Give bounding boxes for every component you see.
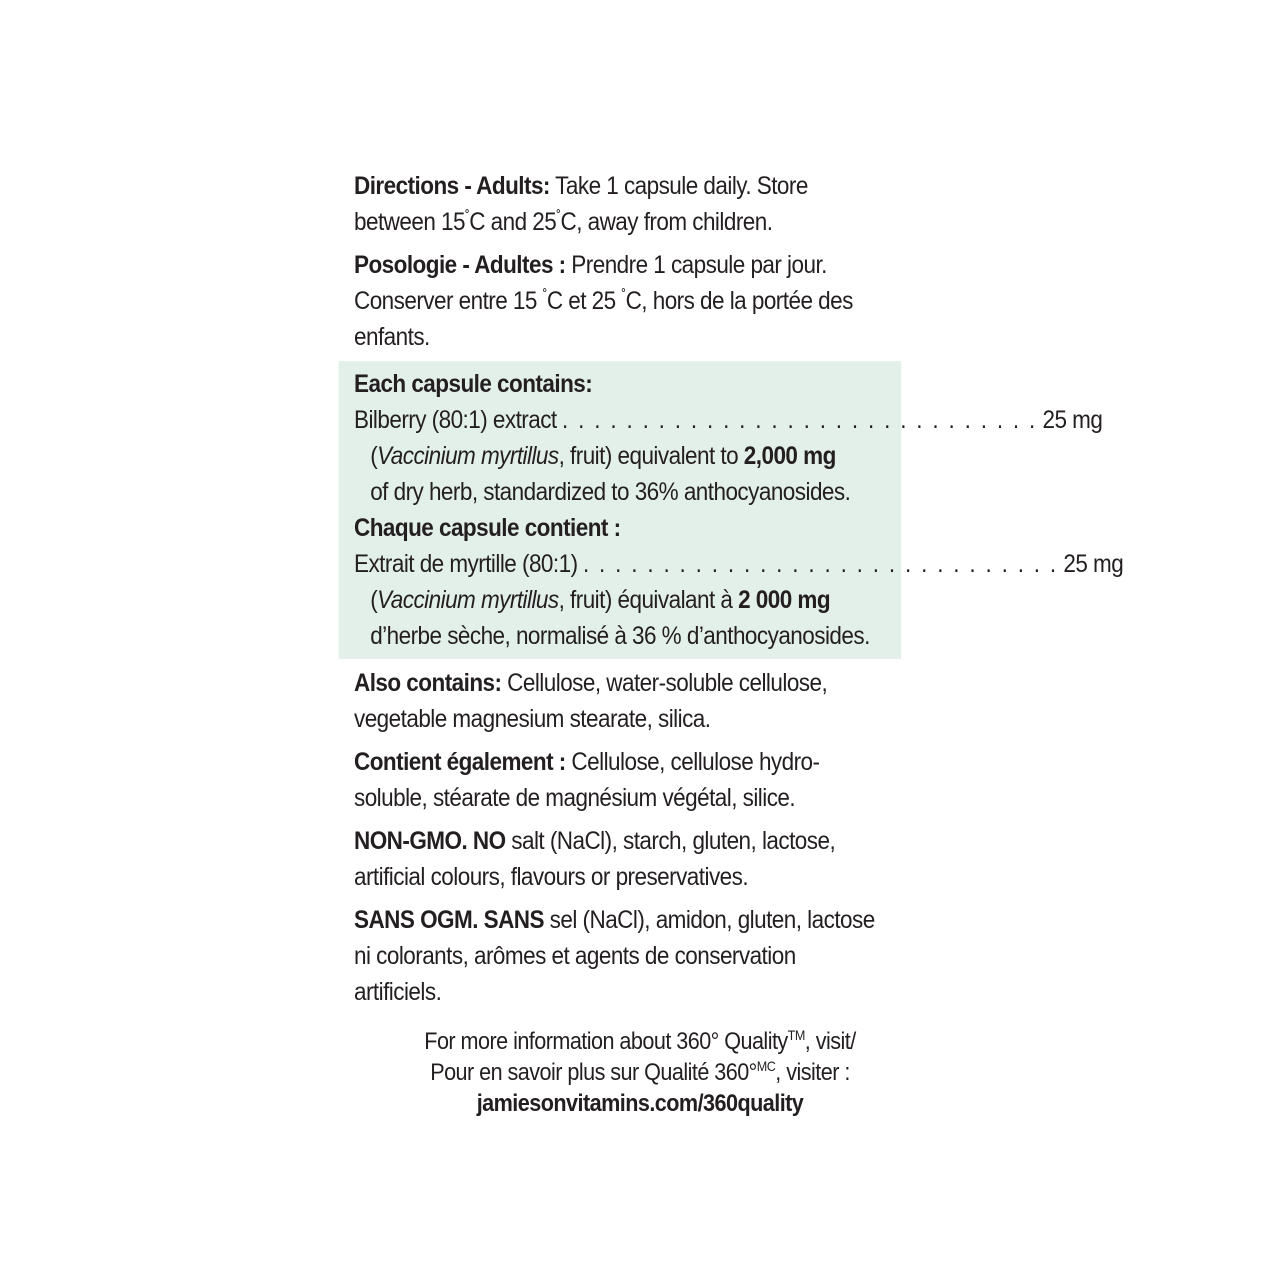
quality-footer: [340, 1026, 940, 1119]
also-contains-en: Also contains: Cellulose, water-soluble cellulose, vegetable magnesium stearate, silica.: [354, 669, 828, 733]
contents-fr-heading: Chaque capsule contient :: [354, 514, 621, 542]
ingredients-box: [354, 361, 1124, 659]
free-from-fr: SANS OGM. SANS sel (NaCl), amidon, gluten, lactose ni colorants, arômes et agents de conservation artificiels.: [354, 906, 875, 1006]
ingredient-detail-en: of dry herb, standardized to 36% anthocyanosides.: [370, 478, 851, 506]
footer-line-en: For more information about 360° Quality™, visit/: [424, 1027, 856, 1055]
ingredient-equivalence-fr: (Vaccinium myrtillus, fruit) équivalant à 2 000 mg: [370, 586, 831, 614]
ingredient-row-en: Bilberry (80:1) extract . . . . . . . . . . . . . . . . . . . . . . . . . . . . . . 25 mg: [354, 406, 1103, 434]
contents-en-heading: Each capsule contains:: [354, 370, 593, 398]
ingredient-equivalence-en: (Vaccinium myrtillus, fruit) equivalent to 2,000 mg: [370, 442, 836, 470]
directions-fr-heading: Posologie - Adultes :: [354, 251, 566, 279]
also-contains-fr: Contient également : Cellulose, cellulose hydro-soluble, stéarate de magnésium végétal, silice.: [354, 748, 820, 812]
label-text-panel: [354, 168, 1124, 1010]
directions-fr: Posologie - Adultes : Prendre 1 capsule par jour. Conserver entre 15 ˚C et 25 ˚C, hors de la portée des enfants.: [354, 251, 853, 351]
ingredient-row-fr: Extrait de myrtille (80:1) . . . . . . . . . . . . . . . . . . . . . . . . . . . . . . 25 mg: [354, 550, 1124, 578]
footer-url[interactable]: jamiesonvitamins.com/360quality: [476, 1090, 804, 1117]
directions-en-heading: Directions - Adults:: [354, 172, 550, 200]
ingredient-detail-fr: d’herbe sèche, normalisé à 36 % d’anthocyanosides.: [370, 622, 870, 650]
footer-line-fr: Pour en savoir plus sur Qualité 360°$^{MC}$, visiter :: [430, 1058, 850, 1086]
free-from-en: NON-GMO. NO salt (NaCl), starch, gluten, lactose, artificial colours, flavours or preservatives.: [354, 827, 836, 891]
directions-en: Directions - Adults: Take 1 capsule daily. Store between 15˚C and 25˚C, away from children.: [354, 172, 808, 236]
